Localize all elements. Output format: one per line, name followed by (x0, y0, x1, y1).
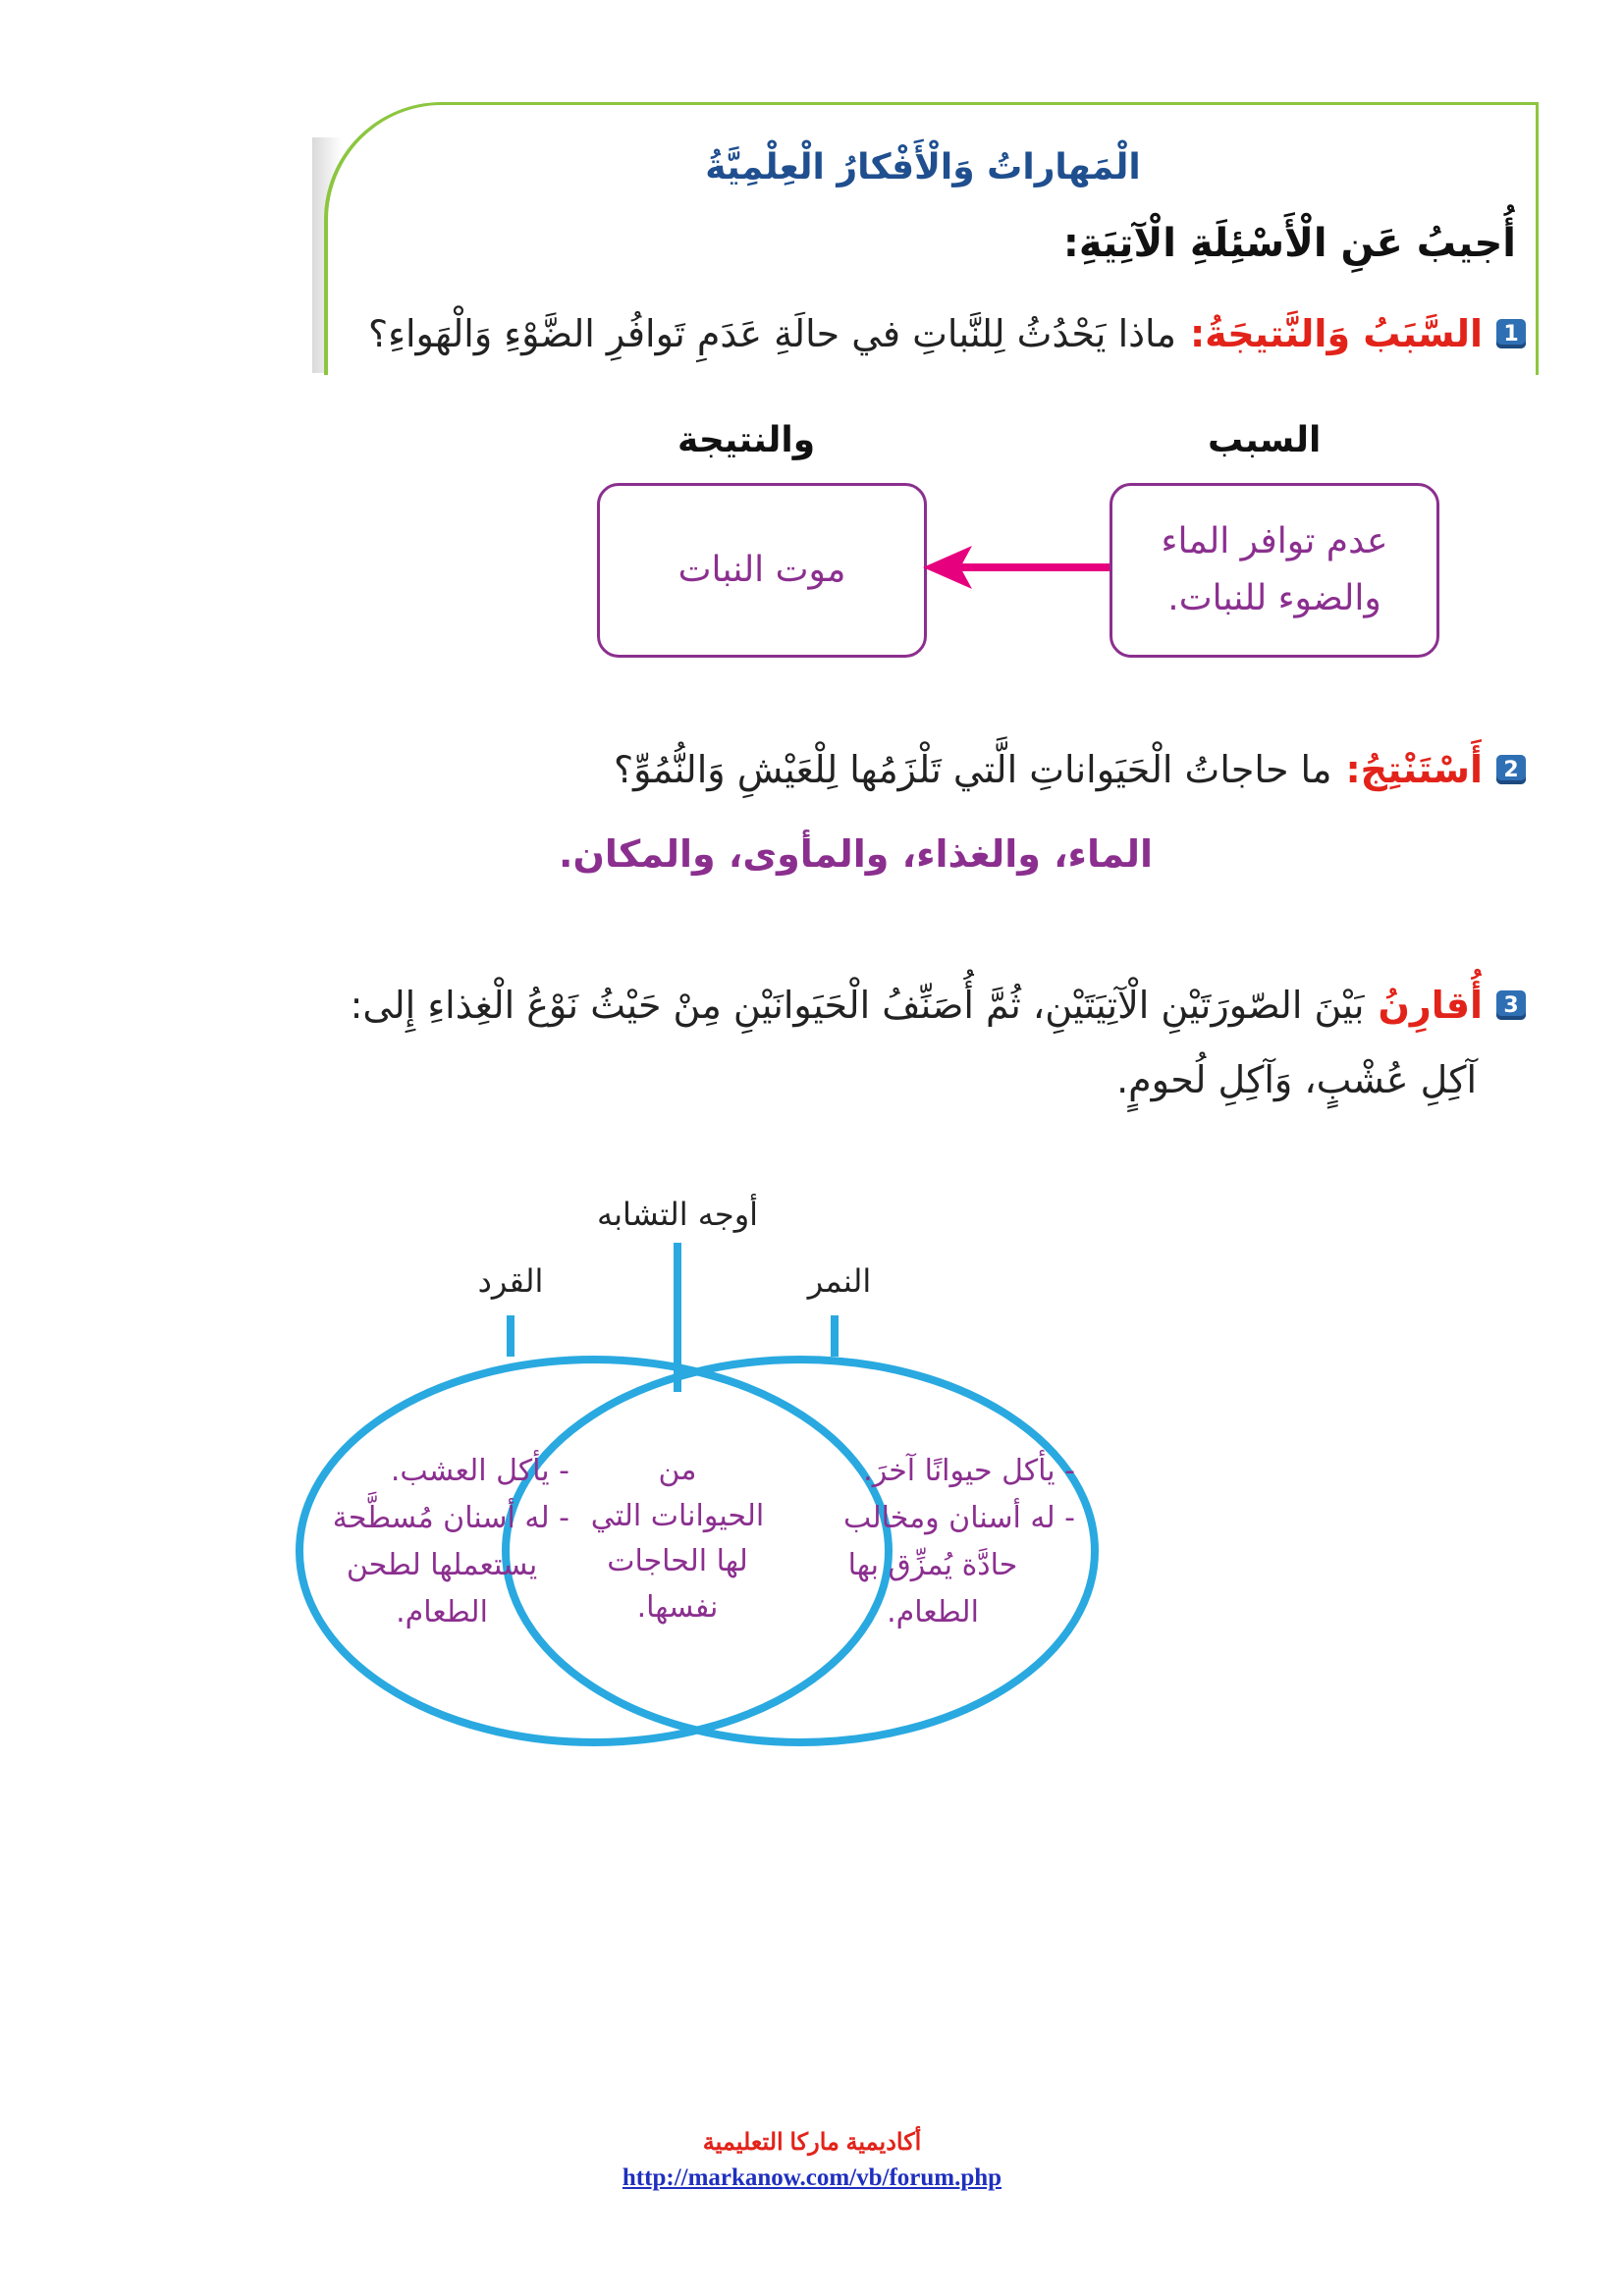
effect-heading: والنتيجة (677, 420, 816, 460)
monkey-trait-line: الطعام. (396, 1595, 488, 1629)
question-label: أُقارِنُ (1378, 984, 1483, 1027)
shared-trait-line: نفسها. (636, 1589, 719, 1625)
tiger-trait-line: - له أسنان ومخالب (842, 1501, 1075, 1535)
monkey-trait-line: - يأكل العشب. (390, 1454, 569, 1488)
monkey-trait-line: - له أسنان مُسطَّحة (332, 1501, 569, 1535)
question-2-answer: الماء، والغذاء، والمأوى، والمكان. (559, 832, 1153, 876)
tiger-traits (790, 1448, 1075, 1636)
tiger-label: النمر (807, 1262, 872, 1300)
cause-box (1110, 483, 1439, 658)
shared-trait-line: لها الحاجات (607, 1544, 748, 1578)
question-number-badge: 1 (1496, 319, 1526, 348)
forum-link[interactable]: http://markanow.com/vb/forum.php (622, 2164, 1002, 2191)
cause-heading: السبب (1208, 420, 1322, 460)
question-label: أَسْتَنْتِجُ: (1345, 748, 1483, 791)
question-number-badge: 3 (1496, 990, 1526, 1020)
similarities-label: أوجه التشابه (596, 1196, 759, 1233)
question-label: السَّبَبُ وَالنَّتيجَةُ: (1189, 312, 1483, 355)
cause-line-2: والضوء للنبات. (1167, 578, 1381, 618)
effect-box (597, 483, 927, 658)
question-1 (368, 312, 1526, 355)
monkey-traits (314, 1448, 569, 1636)
question-text: ما حاجاتُ الْحَيَواناتِ الَّتي تَلْزَمُها لِلْعَيْشِ وَالنُّمُوِّ؟ (613, 748, 1332, 791)
question-text: بَيْنَ الصّورَتَيْنِ الْآتِيَتَيْنِ، ثُمَّ أُصَنِّفُ الْحَيَوانَيْنِ مِنْ حَيْثُ نَوْعُ الْغِذاءِ إِلى: (350, 984, 1365, 1027)
shared-trait-line: الحيوانات التي (590, 1498, 765, 1533)
question-number-badge: 2 (1496, 755, 1526, 784)
question-3-line-2: آكِلِ عُشْبٍ، وَآكِلِ لُحومٍ. (1116, 1058, 1477, 1101)
section-title: الْمَهاراتُ وَالْأَفْكارُ الْعِلْمِيَّةُ (705, 147, 1141, 187)
monkey-label: القرد (477, 1262, 544, 1300)
tiger-trait-line: الطعام. (887, 1595, 979, 1629)
effect-text: موت النبات (677, 550, 846, 591)
monkey-trait-line: يستعملها لطحن (346, 1548, 538, 1582)
shared-traits (574, 1448, 781, 1630)
cause-effect-arrow (913, 540, 1119, 599)
instructions-prompt: أُجيبُ عَنِ الْأَسْئِلَةِ الْآتِيَةِ: (1062, 221, 1516, 266)
question-3 (351, 984, 1526, 1027)
question-2 (614, 748, 1526, 791)
tiger-trait-line: حادَّة يُمزِّق بها (847, 1548, 1018, 1582)
tiger-trait-line: - يأكل حيوانًا آخرَ. (863, 1454, 1075, 1488)
cause-line-1: عدم توافر الماء (1161, 521, 1388, 562)
shared-trait-line: من (658, 1453, 697, 1487)
question-text: ماذا يَحْدُثُ لِلنَّباتِ في حالَةِ عَدَمِ تَوافُرِ الضَّوْءِ وَالْهَواءِ؟ (367, 312, 1176, 355)
academy-name: أكاديمية ماركا التعليمية (702, 2129, 922, 2156)
